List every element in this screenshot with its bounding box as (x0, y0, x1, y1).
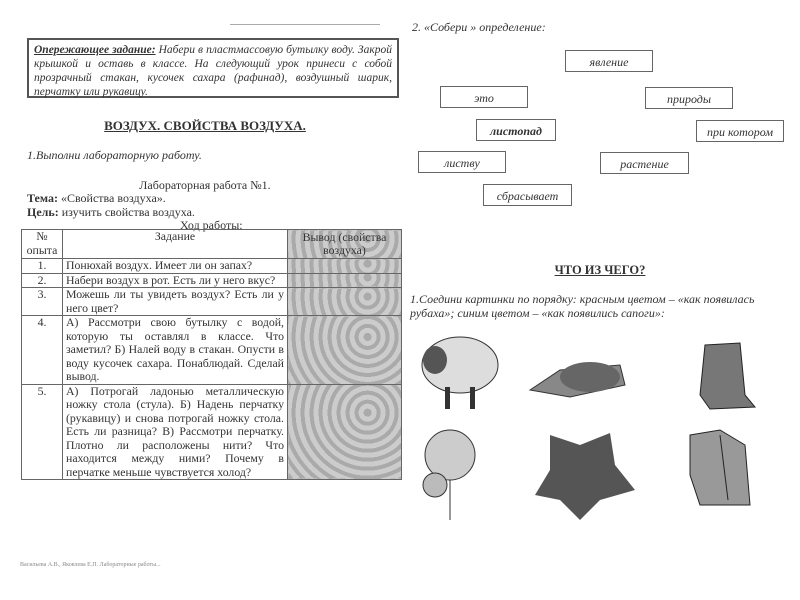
word-card[interactable]: растение (600, 152, 689, 174)
progress-title: Ход работы: (180, 218, 243, 232)
page-title: ВОЗДУХ. СВОЙСТВА ВОЗДУХА. (104, 118, 306, 133)
row-task: А) Рассмотри свою бутылку с водой, которую ты оставлял в классе. Что заметил? Б) Налей воду в стакан. Опусти в воду кусочек сахара. Понаблюдай. Сделай вывод. (63, 316, 288, 385)
table-row (22, 288, 402, 316)
word-card[interactable]: природы (645, 87, 733, 109)
conclusion-cell[interactable] (288, 316, 402, 385)
goal-label: Цель: (27, 205, 59, 219)
sheep-icon[interactable] (422, 337, 498, 409)
shirt-icon[interactable] (690, 430, 750, 505)
advance-task-label: Опережающее задание: (34, 44, 156, 56)
word-card[interactable]: это (440, 86, 528, 108)
row-task: Понюхай воздух. Имеет ли он запах? (63, 259, 288, 274)
row-number: 5. (22, 384, 63, 480)
leather-hide-icon[interactable] (535, 433, 635, 520)
section2-title: ЧТО ИЗ ЧЕГО? (554, 263, 646, 277)
conclusion-cell[interactable] (288, 288, 402, 316)
footer-citation: Васильева А.В., Яковлева Е.П. Лабораторные работы... (20, 562, 161, 568)
word-card[interactable]: при котором (696, 120, 784, 142)
row-task: Можешь ли ты увидеть воздух? Есть ли у него цвет? (63, 288, 288, 316)
table-row (22, 259, 402, 274)
conclusion-cell[interactable] (288, 273, 402, 288)
row-number: 4. (22, 316, 63, 385)
lab-table (21, 229, 402, 480)
goal-text: изучить свойства воздуха. (58, 205, 195, 219)
topic-text: «Свойства воздуха». (57, 191, 166, 205)
cotton-plant-icon[interactable] (423, 430, 475, 520)
table-header (22, 230, 402, 259)
section2-instruction: 1.Соедини картинки по порядку: красным цветом – «как появилась рубаха»; синим цветом – «как появились сапоги»: (410, 292, 755, 320)
table-row (22, 384, 402, 480)
word-card[interactable]: листопад (476, 119, 556, 141)
row-number: 2. (22, 273, 63, 288)
row-task: Набери воздух в рот. Есть ли у него вкус? (63, 273, 288, 288)
header-task: Задание (63, 230, 288, 259)
topic-label: Тема: (27, 191, 58, 205)
fabric-roll-icon[interactable] (530, 362, 625, 397)
header-number: № опыта (22, 230, 63, 259)
row-number: 1. (22, 259, 63, 274)
row-number: 3. (22, 288, 63, 316)
table-row (22, 273, 402, 288)
goal-line (27, 205, 195, 220)
task2-instruction: 2. «Собери » определение: (412, 20, 546, 34)
pictures-area (410, 325, 800, 525)
conclusion-cell[interactable] (288, 259, 402, 274)
boot-icon[interactable] (700, 343, 755, 409)
advance-task-text: Набери в пластмассовую бутылку воду. Закрой крышкой и оставь в классе. На следующий урок принеси с собой прозрачный стакан, кусочек сахара (рафинад), воздушный шарик, перчатку или рукавицу. (34, 44, 392, 98)
task1-instruction: 1.Выполни лабораторную работу. (27, 148, 202, 162)
advance-task-box (27, 38, 399, 98)
topic-line (27, 191, 166, 206)
top-rule (230, 24, 380, 25)
word-card[interactable]: сбрасывает (483, 184, 572, 206)
header-conclusion: Вывод (свойства воздуха) (288, 230, 402, 259)
word-card[interactable]: явление (565, 50, 653, 72)
word-card[interactable]: листву (418, 151, 506, 173)
row-task: А) Потрогай ладонью металлическую ножку стола (стула). Б) Надень перчатку (рукавицу) и снова потрогай ножку стола. Есть ли разница? В) Рассмотри перчатку. Плотно ли расположены нити? Что находится между ними? Почему в перчатке меньше чувствуется холод? (63, 384, 288, 480)
table-row (22, 316, 402, 385)
conclusion-cell[interactable] (288, 384, 402, 480)
lab-title: Лабораторная работа №1. (139, 178, 271, 192)
